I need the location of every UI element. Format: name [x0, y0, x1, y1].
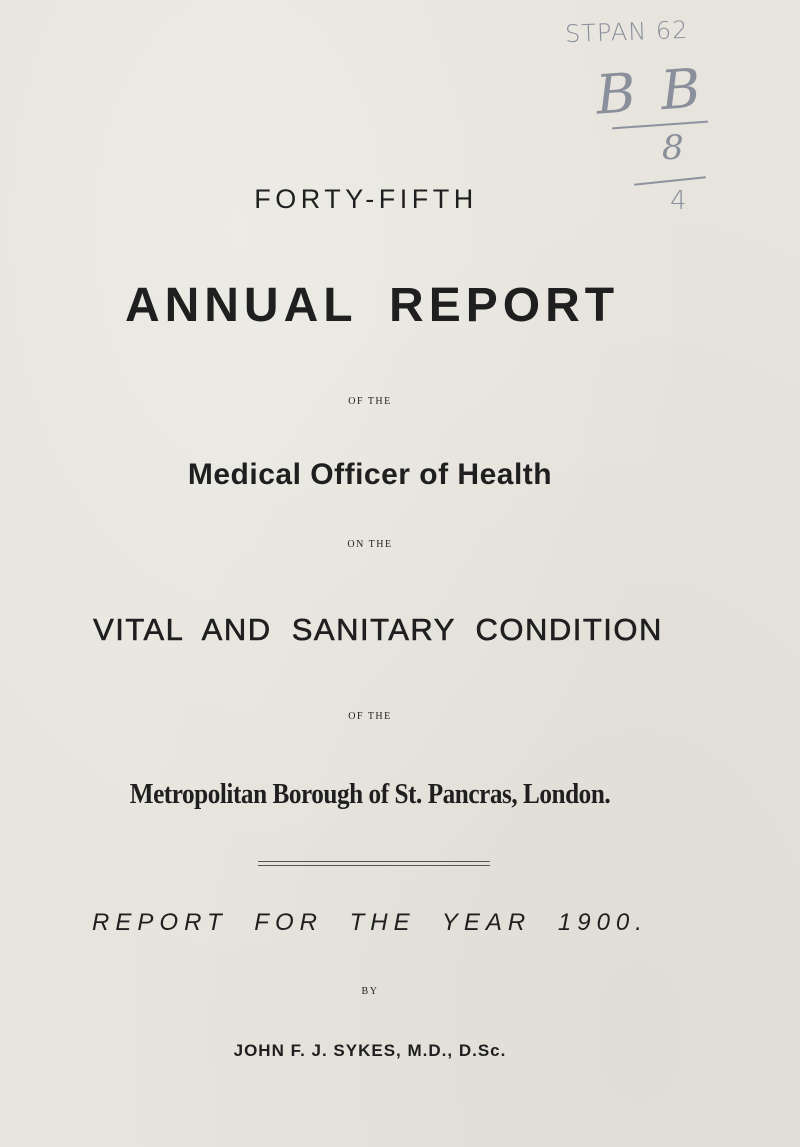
denominator-annotation: 4 [670, 186, 687, 216]
report-year: REPORT FOR THE YEAR 1900. [92, 909, 648, 936]
report-ordinal: FORTY-FIFTH [254, 184, 478, 214]
by-label: BY [361, 986, 379, 997]
numerator-annotation: 8 [662, 128, 684, 168]
officer-title: Medical Officer of Health [187, 458, 553, 491]
connector-of-the: OF THE [348, 396, 392, 407]
connector-on-the: ON THE [347, 539, 393, 550]
borough-name: Metropolitan Borough of St. Pancras, London. [129, 779, 611, 810]
shelf-mark-annotation: B B [593, 56, 707, 127]
author-name: JOHN F. J. SYKES, M.D., D.Sc. [233, 1041, 507, 1060]
connector-of-the-2: OF THE [348, 711, 392, 722]
archive-code-annotation: STPAN 62 [564, 15, 689, 49]
report-title: ANNUAL REPORT [124, 279, 620, 332]
report-subject: VITAL AND SANITARY CONDITION [93, 612, 663, 647]
double-rule-divider [258, 861, 490, 866]
